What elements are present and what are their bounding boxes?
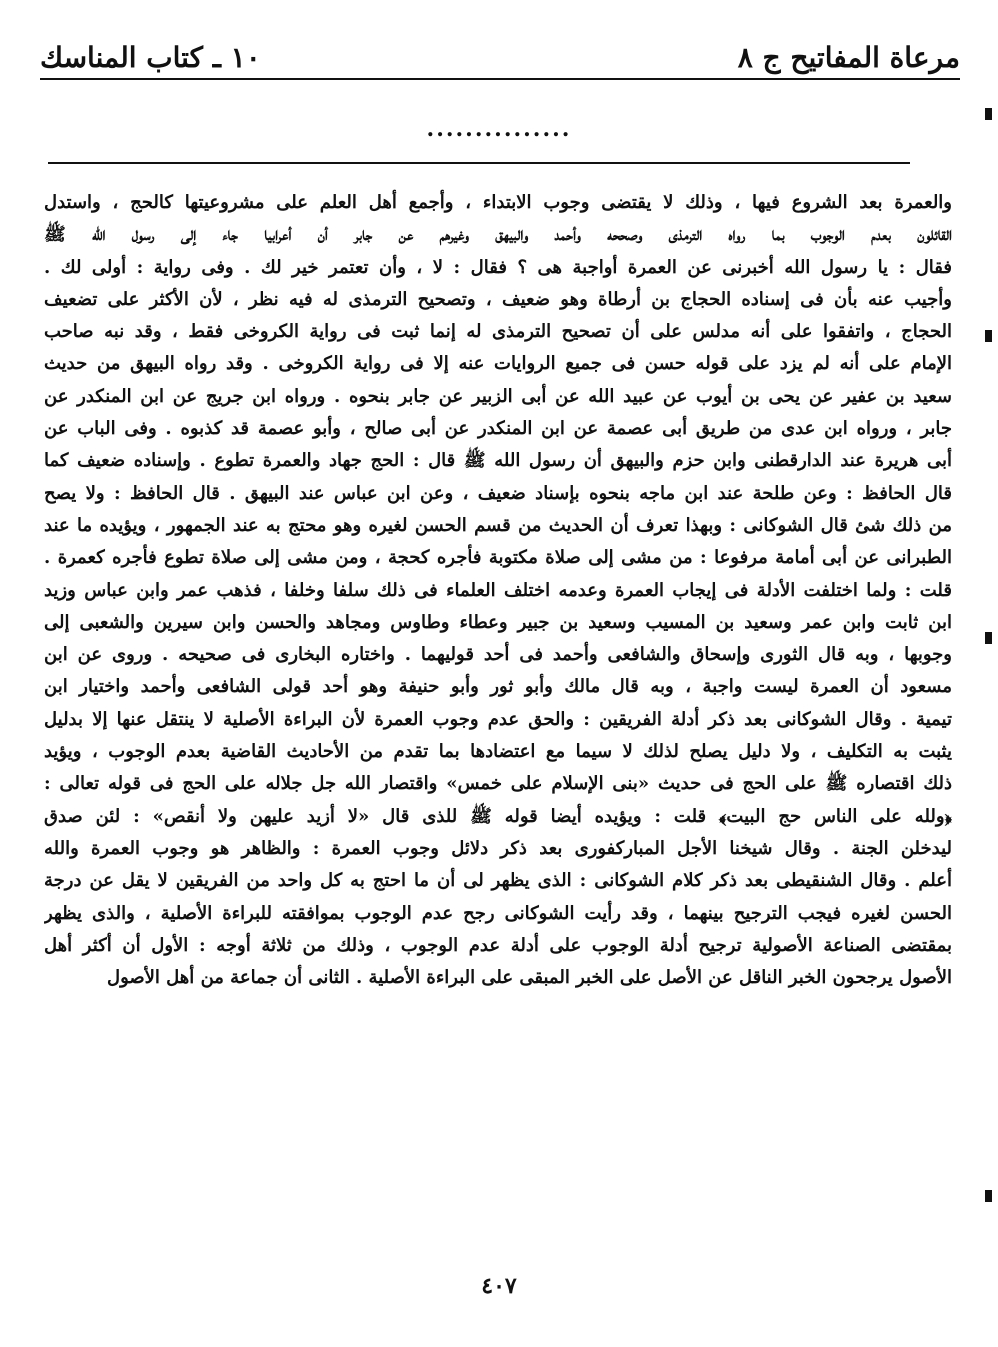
margin-mark [985,108,992,120]
chapter-title: ١٠ ـ كتاب المناسك [40,41,261,74]
text-line: يثبت به التكليف ، ولا دليل يصلح لذلك لا سيما مع اعتضادها بما تقدم من الأحاديث القاضية بعدم الوجوب ، ويؤيد [44,741,952,763]
text-line: القائلون بعدم الوجوب بما رواه الترمذى وصححه وأحمد والبيهق وغيرهم عن جابر أن أعرابيا جاء إلى رسول الله ﷺ [44,224,952,246]
text-line: ﴿ولله على الناس حج البيت﴾ قلت : ويؤيده أيضا قوله ﷺ للذى قال «لا أزيد عليهن ولا أنقص» : لئن صدق [44,805,952,827]
book-title: مرعاة المفاتيح ج ٨ [737,41,960,74]
text-line: وجوبها ، وبه قال الثورى وإسحاق والشافعى وأحمد فى أحد قوليهما . واختاره البخارى فى صحيحه . وروى عن ابن [44,644,952,666]
text-line: الأصول يرجحون الخبر الناقل عن الأصل على الخبر المبقى على البراءة الأصلية . الثانى أن جماعة من أهل الأصول [106,967,952,989]
text-line: الحسن لغيره فيجب الترجيح بينهما ، وقد رأيت الشوكانى رجح عدم الوجوب بموافقته للبراءة الأصلية ، والذى يظهر [44,902,952,924]
text-line: قال الحافظ : وعن طلحة عند ابن ماجه بنحوه بإسناد ضعيف ، وعن ابن عباس عند البيهق . قال الحافظ : ولا يصح [44,482,952,504]
text-line: من ذلك شئ قال الشوكانى : وبهذا تعرف أن الحديث من قسم الحسن لغيره وهو محتج به عند الجمهور ، ويؤيده ما عند [44,514,952,536]
text-line: ليدخلن الجنة . وقال شيخنا الأجل المباركفورى بعد ذكر دلائل وجوب العمرة : والظاهر هو وجوب العمرة والله [44,837,952,859]
separator-dots: ............... [426,116,572,142]
footnote-rule [48,162,910,164]
text-line: الطبرانى عن أبى أمامة مرفوعا : من مشى إلى صلاة مكتوبة فأجره كحجة ، ومن مشى إلى صلاة تطوع فأجره كعمرة . [44,547,952,569]
margin-mark [985,632,992,644]
text-line: الإمام على أنه لم يزد على قوله حسن فى جميع الروايات عنه إلا فى رواية الكروخى . وقد رواه البيهق من حديث [44,353,952,375]
text-line: أبى هريرة عند الدارقطنى وابن حزم والبيهق أن رسول الله ﷺ قال : الحج جهاد والعمرة تطوع . وإسناده ضعيف كما [44,450,952,472]
text-line: الحجاج ، واتفقوا على أنه مدلس على أن تصحيح الترمذى له إنما ثبت فى رواية الكروخى فقط ، وقد نبه صاحب [44,321,952,343]
text-line: أعلم . وقال الشنقيطى بعد ذكر كلام الشوكانى : الذى يظهر لى أن ما احتج به كل واحد من الفريقين لا يقل عن درجة [44,870,952,892]
text-line: والعمرة بعد الشروع فيها ، وذلك لا يقتضى وجوب الابتداء ، وأجمع أهل العلم على مشروعيتها كالحج ، واستدل [44,192,952,213]
text-line: ذلك اقتصاره ﷺ على الحج فى حديث «بنى الإسلام على خمس» واقتصار الله جل جلاله على الحج فى قوله تعالى : [44,773,952,795]
text-line: قلت : ولما اختلفت الأدلة فى إيجاب العمرة وعدمه اختلف العلماء فى ذلك سلفا وخلفا ، فذهب عمر وابن عباس وزيد [44,579,952,601]
page-number: ٤٠٧ [481,1273,517,1299]
text-line: وأجيب عنه بأن فى إسناده الحجاج بن أرطاة وهو ضعيف ، وتصحيح الترمذى له فيه نظر ، لأن الأكثر على تضعيف [44,288,952,310]
text-line: بمقتضى الصناعة الأصولية ترجيح أدلة الوجوب على أدلة عدم الوجوب ، وذلك من ثلاثة أوجه : الأول أن أكثر أهل [44,934,952,956]
text-line: تيمية . وقال الشوكانى بعد ذكر أدلة الفريقين : والحق عدم وجوب العمرة لأن البراءة الأصلية لا ينتقل عنها إلا بدليل [44,708,952,730]
margin-mark [985,1190,992,1202]
body-text [44,187,952,1242]
running-header [40,22,960,80]
margin-mark [985,330,992,342]
text-line: سعيد بن عفير عن يحى بن أيوب عن عبيد الله عن أبى الزبير عن جابر بنحوه . ورواه ابن جريج عن ابن المنكدر عن [44,385,952,407]
text-line: مسعود أن العمرة ليست واجبة ، وبه قال مالك وأبو ثور وأبو حنيفة وهو أحد قولى الشافعى وأحمد واختيار ابن [44,676,952,698]
text-line: ابن ثابت وابن عمر وسعيد بن المسيب وسعيد بن جبير وعطاء وطاوس ومجاهد والحسن وابن سيرين والشعبى إلى [44,611,952,633]
text-line: فقال : يا رسول الله أخبرنى عن العمرة أواجبة هى ؟ فقال : لا ، وأن تعتمر خير لك . وفى رواية : أولى لك . [44,256,952,278]
text-line: جابر ، ورواه ابن عدى من طريق أبى عصمة عن ابن المنكدر عن أبى صالح ، وأبو عصمة قد كذبوه . وفى الباب عن [44,418,952,440]
